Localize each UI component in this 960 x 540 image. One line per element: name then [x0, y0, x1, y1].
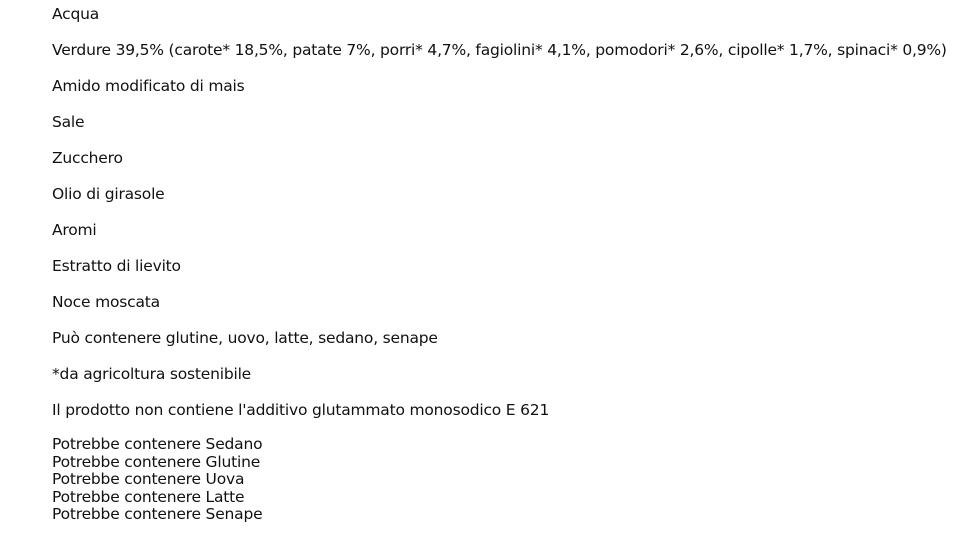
ingredient-flavourings: Aromi	[52, 221, 97, 239]
allergen-celery: Potrebbe contenere Sedano	[52, 435, 263, 453]
ingredient-salt: Sale	[52, 113, 85, 131]
ingredient-document	[52, 4, 952, 524]
ingredient-sunflower-oil: Olio di girasole	[52, 185, 165, 203]
ingredient-yeast-extract: Estratto di lievito	[52, 257, 181, 275]
sustainable-footnote: *da agricoltura sostenibile	[52, 365, 252, 383]
msg-free-note: Il prodotto non contiene l'additivo glutammato monosodico E 621	[52, 401, 550, 419]
allergen-mustard: Potrebbe contenere Senape	[52, 505, 263, 523]
ingredient-nutmeg: Noce moscata	[52, 293, 160, 311]
allergen-list	[52, 436, 952, 524]
ingredient-water: Acqua	[52, 5, 100, 23]
ingredient-vegetables: Verdure 39,5% (carote* 18,5%, patate 7%, porri* 4,7%, fagiolini* 4,1%, pomodori* 2,6%, cipolle* 1,7%, spinaci* 0,9%)	[52, 41, 947, 59]
ingredient-sugar: Zucchero	[52, 149, 123, 167]
may-contain-note: Può contenere glutine, uovo, latte, sedano, senape	[52, 329, 438, 347]
allergen-milk: Potrebbe contenere Latte	[52, 487, 245, 506]
allergen-eggs: Potrebbe contenere Uova	[52, 470, 245, 488]
allergen-gluten: Potrebbe contenere Glutine	[52, 452, 261, 471]
ingredient-corn-starch: Amido modificato di mais	[52, 77, 245, 95]
